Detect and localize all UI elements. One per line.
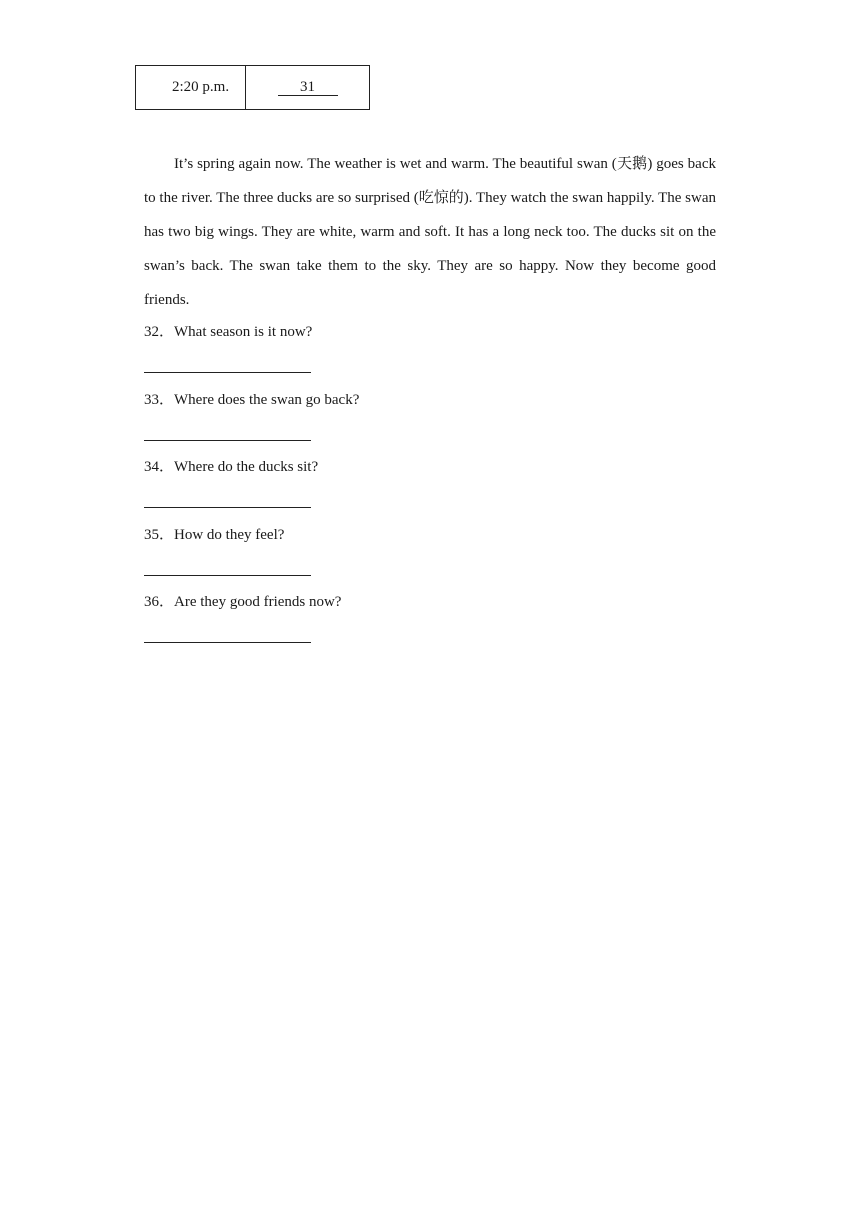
answer-cell [246,66,370,110]
question-number: 36． [144,594,175,610]
question-33 [144,390,359,410]
answer-line-34[interactable] [144,507,311,508]
answer-line-36[interactable] [144,642,311,643]
question-36 [144,592,341,612]
answer-line-33[interactable] [144,440,311,441]
question-32 [144,322,312,342]
question-number: 34． [144,459,175,475]
question-number: 35． [144,527,175,543]
schedule-table [135,65,370,110]
question-35 [144,525,284,545]
question-number: 32． [144,324,175,340]
question-text: What season is it now? [174,324,313,340]
question-text: Where does the swan go back? [174,392,360,408]
reading-passage: It’s spring again now. The weather is wet and warm. The beautiful swan (天鹅) goes back to the river. The three ducks are so surprised (吃惊的). They watch the swan happily. The swan has two big wings. They are white, warm and soft. It has a long neck too. The ducks sit on the swan’s back. The swan take them to the sky. They are so happy. Now they become good friends. [144,156,716,308]
question-34 [144,457,318,477]
answer-line-32[interactable] [144,372,311,373]
question-text: How do they feel? [174,527,285,543]
question-text: Where do the ducks sit? [174,459,319,475]
question-number: 33． [144,392,175,408]
answer-line-35[interactable] [144,575,311,576]
blank-31[interactable]: 31 [278,79,338,96]
question-text: Are they good friends now? [174,594,342,610]
time-cell: 2:20 p.m. [136,66,246,110]
table-row [136,66,370,110]
